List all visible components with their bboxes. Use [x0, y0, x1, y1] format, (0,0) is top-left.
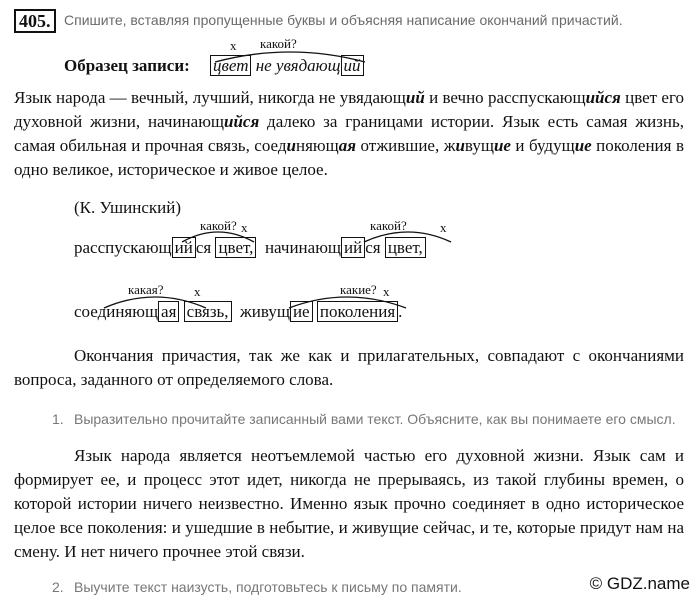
row1-q1: какой?: [200, 218, 237, 233]
sample-line: [210, 56, 364, 76]
row2-q2: какие?: [340, 282, 377, 297]
watermark: © GDZ.name: [589, 574, 690, 593]
row1: расспускающ ий ся цвет, начинающ ий ся цвет,: [74, 238, 426, 258]
exercise-task: Спишите, вставляя пропущенные буквы и объясняя написание окончаний причастий.: [64, 12, 623, 28]
sample-noun: цвет: [210, 55, 251, 76]
exercise-number: 405.: [14, 9, 56, 33]
task2-text: Выучите текст наизусть, подготовьтесь к письму по памяти.: [74, 579, 462, 595]
row1-q2: какой?: [370, 218, 407, 233]
answer-text: Язык народа является неотъемлемой частью его духовной жизни. Язык сам и формирует ее, и процесс этот идет, никогда не прерываясь, из такой глубины времен, о которой истории ничего неизвестно. Именно язык прочно соединяет в одно историческое целое все поколения: и ушедшие в небытие, и живущие сейчас, и те, которые придут нам на смену. И нет ничего прочнее этой связи.: [14, 446, 684, 561]
author: (К. Ушинский): [74, 198, 181, 217]
row1-x1: х: [241, 220, 248, 235]
row2-q1: какая?: [128, 282, 164, 297]
task2-label: 2.: [52, 579, 64, 595]
row1-x2: х: [440, 220, 447, 235]
sample-label: Образец записи:: [64, 56, 190, 75]
row2-x1: х: [194, 284, 201, 299]
main-text: Язык народа — вечный, лучший, никогда не увядающий и вечно расспускающийся цвет его духовной жизни, начинающийся далеко за границами истории. Язык есть самая жизнь, самая обильная и прочная связь, соединяющая отжившие, живущие и будущие поколения в одно великое, историческое и живое целое.: [14, 88, 684, 179]
sample-phrase: не увядающ: [255, 56, 341, 75]
row2: соединяющ ая связь, живущ ие поколения .: [74, 302, 403, 321]
row2-x2: х: [383, 284, 390, 299]
sample-question-kakoy: какой?: [260, 36, 297, 51]
conclusion: Окончания причастия, так же как и прилагательных, совпадают с окончаниями вопроса, заданного от определяемого слова.: [14, 346, 684, 389]
task1-label: 1.: [52, 411, 64, 427]
task1-text: Выразительно прочитайте записанный вами текст. Объясните, как вы понимаете его смысл.: [74, 411, 676, 427]
sample-question-x: х: [230, 38, 237, 53]
sample-ending: ий: [341, 55, 364, 76]
